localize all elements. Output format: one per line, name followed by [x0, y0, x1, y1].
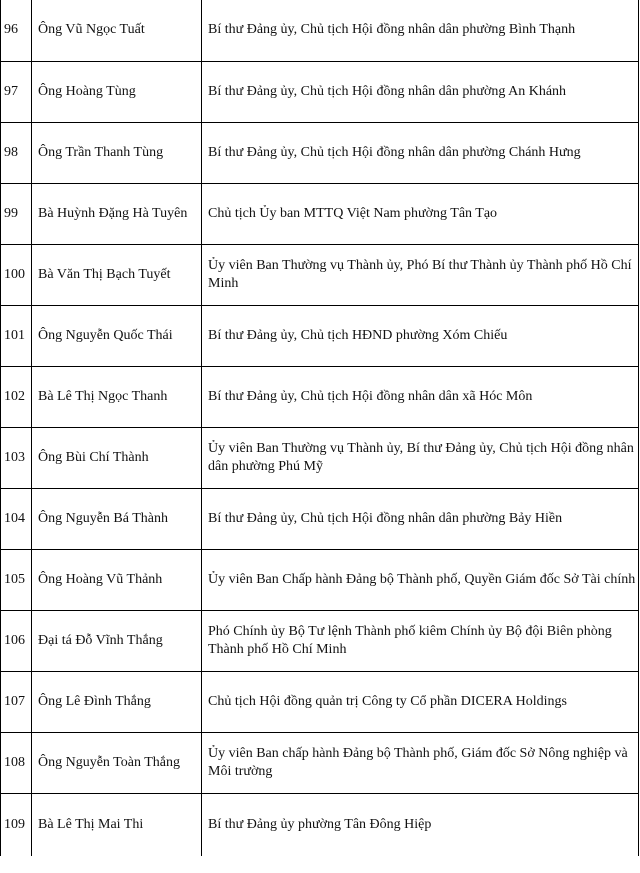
position-text: Bí thư Đảng ủy, Chủ tịch Hội đồng nhân dân phường Bảy Hiền: [208, 510, 563, 526]
person-name: Ông Trần Thanh Tùng: [32, 122, 202, 183]
table-row: [1, 0, 639, 61]
person-position: [202, 366, 639, 427]
row-number: 107: [1, 671, 32, 732]
person-position: [202, 793, 639, 856]
position-text: Bí thư Đảng ủy, Chủ tịch HĐND phường Xóm Chiếu: [208, 327, 508, 343]
person-position: [202, 488, 639, 549]
table-row: [1, 610, 639, 671]
table-row: [1, 183, 639, 244]
position-text: Bí thư Đảng ủy, Chủ tịch Hội đồng nhân dân phường An Khánh: [208, 83, 567, 99]
row-number: 97: [1, 61, 32, 122]
table-row: [1, 305, 639, 366]
table-row: [1, 549, 639, 610]
row-number: 101: [1, 305, 32, 366]
table-row: [1, 488, 639, 549]
row-number: 102: [1, 366, 32, 427]
person-name: Ông Vũ Ngọc Tuất: [32, 0, 202, 61]
person-name: Đại tá Đỗ Vĩnh Thắng: [32, 610, 202, 671]
person-position: [202, 549, 639, 610]
position-text: Chủ tịch Hội đồng quản trị Công ty Cổ phần DICERA Holdings: [208, 693, 567, 709]
table-row: [1, 671, 639, 732]
person-position: [202, 671, 639, 732]
table-row: [1, 61, 639, 122]
position-text: Ủy viên Ban Thường vụ Thành ủy, Phó Bí thư Thành ủy Thành phố Hồ Chí Minh: [208, 257, 632, 291]
table-row: [1, 732, 639, 793]
person-name: Ông Nguyễn Quốc Thái: [32, 305, 202, 366]
table-row: [1, 122, 639, 183]
row-number: 98: [1, 122, 32, 183]
row-number: 99: [1, 183, 32, 244]
row-number: 104: [1, 488, 32, 549]
person-position: [202, 427, 639, 488]
person-name: Ông Nguyễn Bá Thành: [32, 488, 202, 549]
row-number: 108: [1, 732, 32, 793]
person-name: Ông Lê Đình Thắng: [32, 671, 202, 732]
position-text: Ủy viên Ban chấp hành Đảng bộ Thành phố, Giám đốc Sở Nông nghiệp và Môi trường: [208, 745, 628, 779]
row-number: 106: [1, 610, 32, 671]
person-position: [202, 305, 639, 366]
person-name: Ông Nguyễn Toàn Thắng: [32, 732, 202, 793]
row-number: 105: [1, 549, 32, 610]
person-position: [202, 732, 639, 793]
person-position: [202, 61, 639, 122]
person-name: Bà Huỳnh Đặng Hà Tuyên: [32, 183, 202, 244]
person-name: Bà Lê Thị Mai Thi: [32, 793, 202, 856]
row-number: 100: [1, 244, 32, 305]
table-row: [1, 244, 639, 305]
delegate-table-body: [1, 0, 639, 856]
position-text: Chủ tịch Ủy ban MTTQ Việt Nam phường Tân Tạo: [208, 205, 498, 221]
position-text: Ủy viên Ban Thường vụ Thành ủy, Bí thư Đảng ủy, Chủ tịch Hội đồng nhân dân phường Phú Mỹ: [208, 440, 634, 474]
person-name: Ông Hoàng Tùng: [32, 61, 202, 122]
person-name: Ông Hoàng Vũ Thảnh: [32, 549, 202, 610]
row-number: 103: [1, 427, 32, 488]
position-text: Phó Chính ủy Bộ Tư lệnh Thành phố kiêm Chính ủy Bộ đội Biên phòng Thành phố Hồ Chí Minh: [208, 623, 612, 657]
person-name: Bà Văn Thị Bạch Tuyết: [32, 244, 202, 305]
position-text: Bí thư Đảng ủy phường Tân Đông Hiệp: [208, 816, 432, 832]
position-text: Bí thư Đảng ủy, Chủ tịch Hội đồng nhân dân phường Bình Thạnh: [208, 22, 576, 38]
person-position: [202, 244, 639, 305]
person-position: [202, 183, 639, 244]
person-name: Bà Lê Thị Ngọc Thanh: [32, 366, 202, 427]
table-row: [1, 793, 639, 856]
person-position: [202, 0, 639, 61]
position-text: Bí thư Đảng ủy, Chủ tịch Hội đồng nhân dân xã Hóc Môn: [208, 388, 533, 404]
position-text: Bí thư Đảng ủy, Chủ tịch Hội đồng nhân dân phường Chánh Hưng: [208, 144, 581, 160]
table-row: [1, 427, 639, 488]
person-position: [202, 122, 639, 183]
position-text: Ủy viên Ban Chấp hành Đảng bộ Thành phố, Quyền Giám đốc Sở Tài chính: [208, 571, 636, 587]
person-position: [202, 610, 639, 671]
row-number: 109: [1, 793, 32, 856]
table-row: [1, 366, 639, 427]
person-name: Ông Bùi Chí Thành: [32, 427, 202, 488]
row-number: 96: [1, 0, 32, 61]
